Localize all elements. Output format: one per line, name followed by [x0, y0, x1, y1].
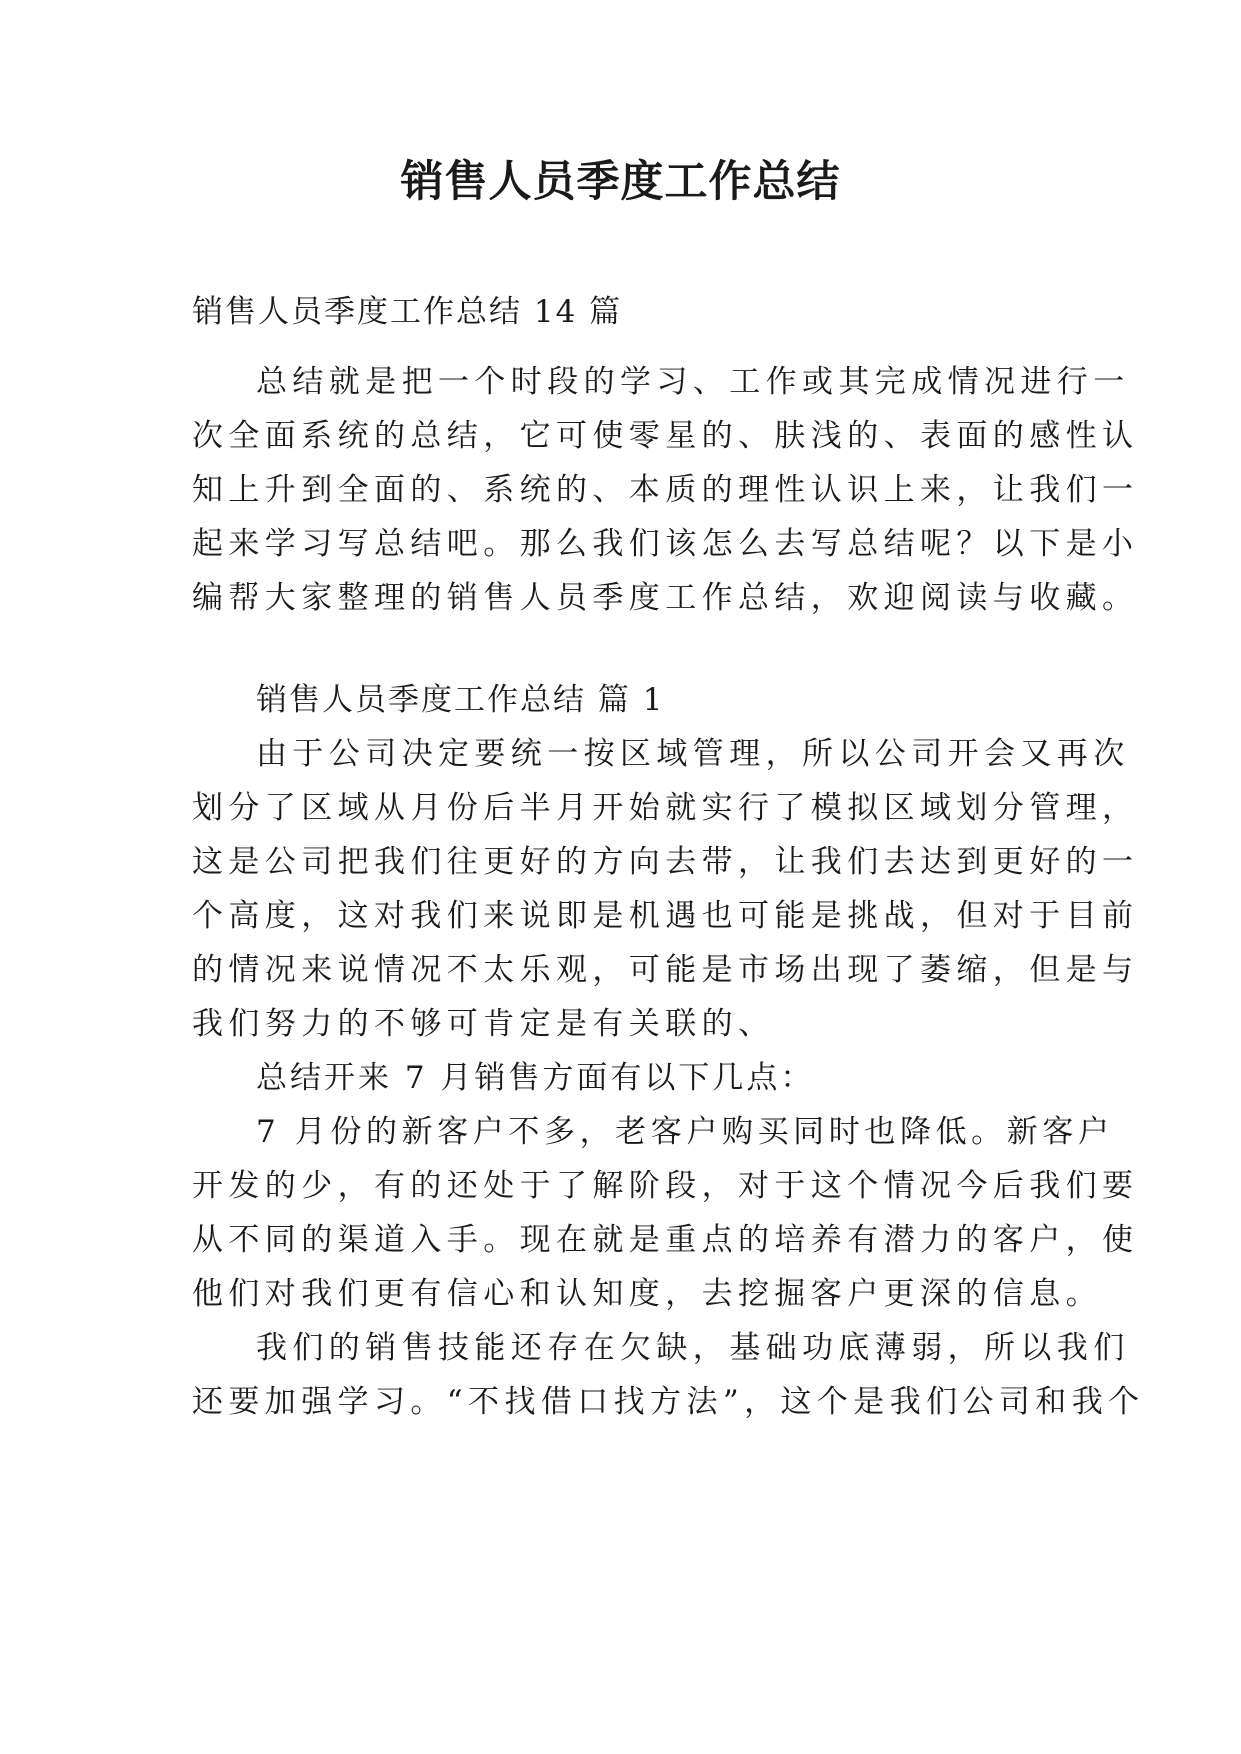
intro-line: 总结就是把一个时段的学习、工作或其完成情况进行一 — [256, 364, 1130, 400]
paragraph-line: 还要加强学习。“不找借口找方法”，这个是我们公司和我个 — [192, 1384, 1145, 1420]
paragraph-line: 个高度，这对我们来说即是机遇也可能是挑战，但对于目前 — [192, 898, 1139, 934]
section-heading: 销售人员季度工作总结 篇 1 — [256, 682, 665, 718]
intro-line: 起来学习写总结吧。那么我们该怎么去写总结呢？以下是小 — [192, 526, 1139, 562]
paragraph-line: 的情况来说情况不太乐观，可能是市场出现了萎缩，但是与 — [192, 952, 1139, 988]
paragraph-line: 总结开来 7 月销售方面有以下几点： — [256, 1060, 815, 1096]
paragraph-line: 我们努力的不够可肯定是有关联的、 — [192, 1006, 775, 1042]
paragraph-line: 他们对我们更有信心和认知度，去挖掘客户更深的信息。 — [192, 1276, 1102, 1312]
paragraph-line: 我们的销售技能还存在欠缺，基础功底薄弱，所以我们 — [256, 1330, 1130, 1366]
intro-line: 编帮大家整理的销售人员季度工作总结，欢迎阅读与收藏。 — [192, 580, 1139, 616]
paragraph-line: 划分了区域从月份后半月开始就实行了模拟区域划分管理， — [192, 790, 1139, 826]
intro-line: 次全面系统的总结，它可使零星的、肤浅的、表面的感性认 — [192, 418, 1139, 454]
paragraph-line: 由于公司决定要统一按区域管理，所以公司开会又再次 — [256, 736, 1130, 772]
page-title: 销售人员季度工作总结 — [400, 157, 841, 207]
paragraph-line: 开发的少，有的还处于了解阶段，对于这个情况今后我们要 — [192, 1168, 1139, 1204]
paragraph-line: 7 月份的新客户不多，老客户购买同时也降低。新客户 — [256, 1114, 1114, 1150]
intro-line: 知上升到全面的、系统的、本质的理性认识上来，让我们一 — [192, 472, 1139, 508]
paragraph-line: 从不同的渠道入手。现在就是重点的培养有潜力的客户，使 — [192, 1222, 1139, 1258]
document-subtitle: 销售人员季度工作总结 14 篇 — [192, 294, 623, 330]
paragraph-line: 这是公司把我们往更好的方向去带，让我们去达到更好的一 — [192, 844, 1139, 880]
